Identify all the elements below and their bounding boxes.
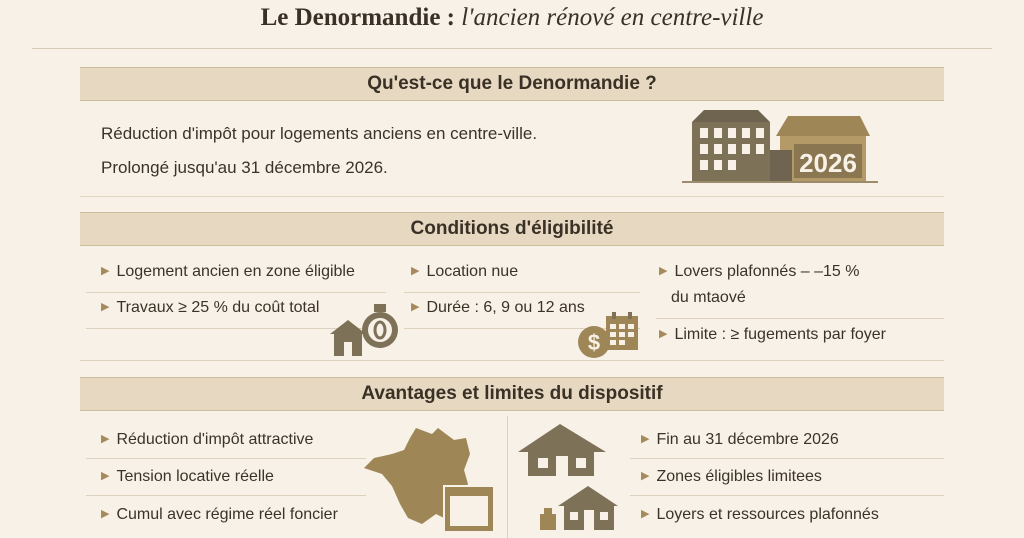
condition-item: ▶ Limite : ≥ fugements par foyer — [659, 326, 887, 343]
column-divider — [507, 416, 508, 538]
divider — [656, 318, 944, 319]
condition-item-continuation: du mtaové — [671, 289, 746, 306]
divider — [86, 458, 366, 459]
title-divider — [32, 48, 992, 49]
house-coin-icon — [328, 300, 400, 358]
advantage-item: ▶ Cumul avec régime réel foncier — [101, 506, 338, 523]
houses-icon — [514, 422, 630, 534]
page-title — [0, 4, 1024, 32]
svg-text:$: $ — [587, 330, 601, 355]
condition-item: ▶ Location nue — [411, 263, 519, 280]
divider — [630, 458, 944, 459]
section-heading-conditions: Conditions d'éligibilité — [80, 212, 944, 246]
divider — [86, 292, 386, 293]
divider — [404, 292, 640, 293]
divider — [630, 495, 944, 496]
money-calendar-icon — [576, 310, 642, 360]
divider — [80, 360, 944, 361]
buildings-2026-icon — [680, 104, 880, 188]
section-heading-advantages: Avantages et limites du dispositif — [80, 377, 944, 411]
divider — [86, 495, 366, 496]
condition-item: ▶ Lovers plafonnés – –15 % — [659, 263, 860, 280]
condition-item: ▶ Logement ancien en zone éligible — [101, 263, 355, 280]
advantage-item: ▶ Réduction d'impôt attractive — [101, 431, 314, 448]
intro-divider — [80, 196, 944, 197]
page-title-subtitle: l'ancien rénové en centre-ville — [461, 4, 764, 31]
intro-line-2: Prolongé jusqu'au 31 décembre 2026. — [101, 158, 388, 177]
badge-year: 2026 — [799, 148, 857, 178]
intro-line-1: Réduction d'impôt pour logements anciens en centre-ville. — [101, 124, 538, 143]
section-heading-intro: Qu'est-ce que le Denormandie ? — [80, 67, 944, 101]
page-title-main: Le Denormandie : — [260, 4, 455, 31]
limit-item: ▶ Zones éligibles limitees — [641, 468, 822, 485]
condition-item: ▶ Travaux ≥ 25 % du coût total — [101, 299, 320, 316]
france-map-icon — [358, 424, 500, 536]
condition-item: ▶ Durée : 6, 9 ou 12 ans — [411, 299, 585, 316]
limit-item: ▶ Fin au 31 décembre 2026 — [641, 431, 839, 448]
advantage-item: ▶ Tension locative réelle — [101, 468, 274, 485]
limit-item: ▶ Loyers et ressources plafonnés — [641, 506, 879, 523]
